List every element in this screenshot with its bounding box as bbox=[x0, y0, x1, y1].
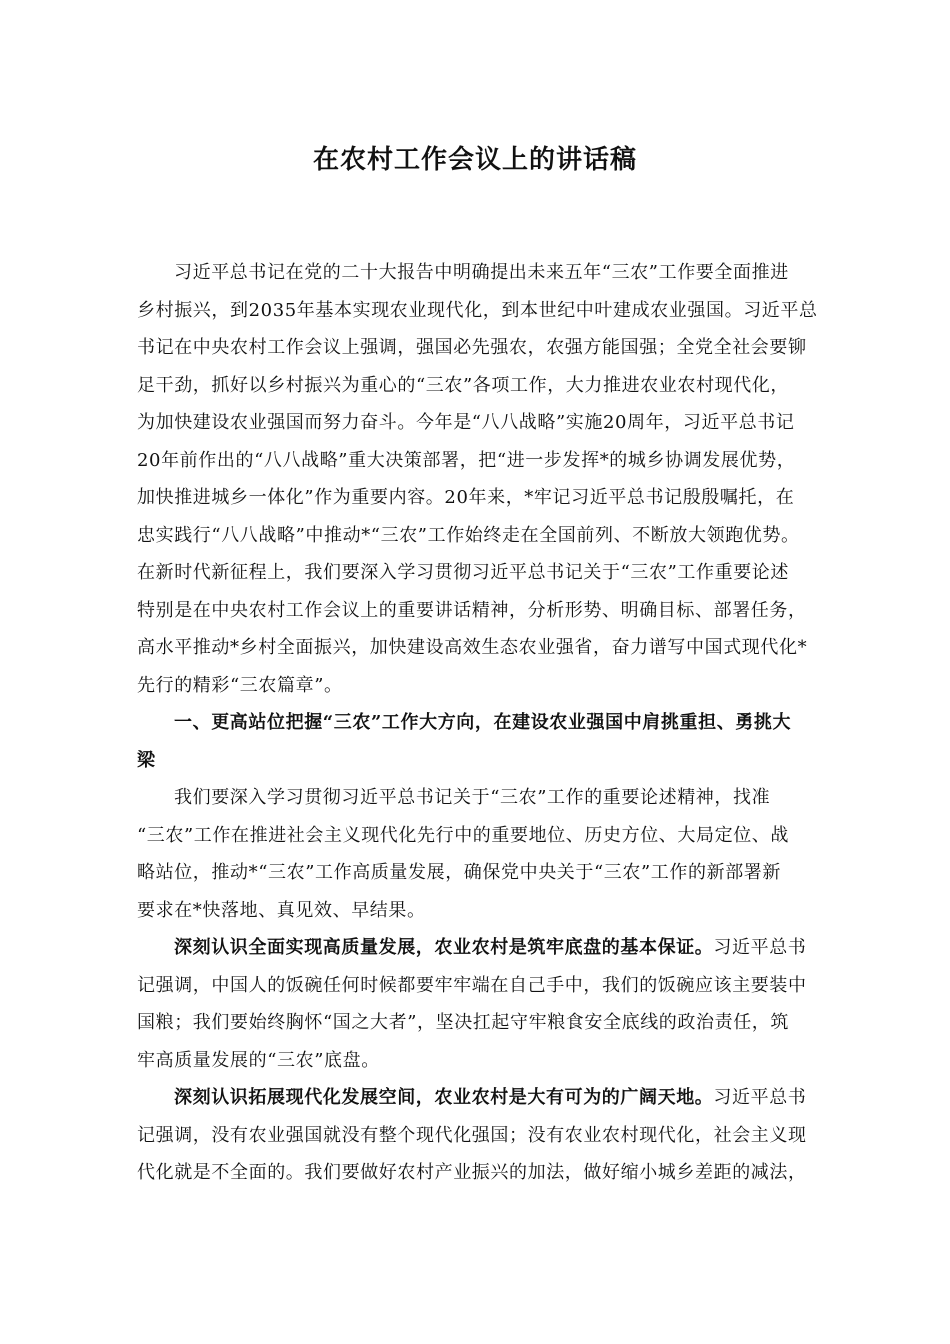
text-segment: 为加快建设农业强国而努力奋斗。今年是“八八战略”实施20周年，习近平总书记 bbox=[137, 412, 795, 433]
text-line bbox=[137, 592, 827, 630]
text-segment: 代化就是不全面的。我们要做好农村产业振兴的加法，做好缩小城乡差距的减法， bbox=[137, 1162, 807, 1183]
bold-text-segment: 梁 bbox=[137, 749, 156, 771]
bold-text-segment: 深刻认识拓展现代化发展空间，农业农村是大有可为的广阔天地。 bbox=[174, 1087, 714, 1108]
text-line bbox=[137, 854, 827, 892]
text-segment: 牢高质量发展的“三农”底盘。 bbox=[137, 1049, 380, 1071]
bold-text-segment: 深刻认识全面实现高质量发展，农业农村是筑牢底盘的基本保证。 bbox=[174, 937, 714, 958]
text-line bbox=[137, 517, 827, 555]
text-line bbox=[137, 1004, 827, 1042]
text-segment: 先行的精彩“三农篇章”。 bbox=[137, 674, 343, 696]
text-segment: 记强调，没有农业强国就没有整个现代化强国；没有农业农村现代化，社会主义现 bbox=[137, 1124, 807, 1146]
text-line bbox=[137, 367, 827, 405]
text-segment: 习近平总书 bbox=[713, 937, 807, 958]
text-line bbox=[137, 329, 827, 367]
document-body bbox=[137, 254, 827, 1192]
text-line bbox=[137, 967, 827, 1005]
text-segment: 国粮；我们要始终胸怀“国之大者”，坚决扛起守牢粮食安全底线的政治责任，筑 bbox=[137, 1012, 790, 1033]
text-line bbox=[137, 1117, 827, 1155]
text-line bbox=[137, 704, 827, 742]
text-line bbox=[137, 404, 827, 442]
text-segment: 要求在*快落地、真见效、早结果。 bbox=[137, 899, 426, 921]
document-title: 在农村工作会议上的讲话稿 bbox=[312, 145, 637, 175]
text-line bbox=[137, 292, 827, 330]
text-line bbox=[137, 779, 827, 817]
text-line bbox=[137, 629, 827, 667]
text-line bbox=[137, 892, 827, 930]
text-line bbox=[137, 1079, 827, 1117]
text-segment: 足干劲，抓好以乡村振兴为重心的“三农”各项工作，大力推进农业农村现代化， bbox=[137, 374, 790, 396]
text-segment: 高水平推动*乡村全面振兴，加快建设高效生态农业强省，奋力谱写中国式现代化* bbox=[137, 637, 808, 658]
text-segment: 略站位，推动*“三农”工作高质量发展，确保党中央关于“三农”工作的新部署新 bbox=[137, 862, 782, 883]
bold-text-segment: 一、更高站位把握“三农”工作大方向，在建设农业强国中肩挑重担、勇挑大 bbox=[174, 712, 792, 733]
text-segment: 20年前作出的“八八战略”重大决策部署，把“进一步发挥*的城乡协调发展优势， bbox=[137, 449, 796, 471]
text-segment: 加快推进城乡一体化”作为重要内容。20年来，*牢记习近平总书记殷殷嘱托，在 bbox=[137, 487, 795, 508]
text-line bbox=[137, 1154, 827, 1192]
text-segment: 我们要深入学习贯彻习近平总书记关于“三农”工作的重要论述精神，找准 bbox=[174, 787, 771, 808]
text-segment: 习近平总书记在党的二十大报告中明确提出未来五年“三农”工作要全面推进 bbox=[174, 262, 789, 283]
text-segment: 在新时代新征程上，我们要深入学习贯彻习近平总书记关于“三农”工作重要论述 bbox=[137, 562, 790, 583]
text-segment: 忠实践行“八八战略”中推动*“三农”工作始终走在全国前列、不断放大领跑优势。 bbox=[137, 524, 800, 546]
text-segment: 书记在中央农村工作会议上强调，强国必先强农，农强方能国强；全党全社会要铆 bbox=[137, 337, 807, 358]
text-segment: 记强调，中国人的饭碗任何时候都要牢牢端在自己手中，我们的饭碗应该主要装中 bbox=[137, 974, 807, 996]
text-line bbox=[137, 254, 827, 292]
text-line bbox=[137, 742, 827, 780]
text-segment: 习近平总书 bbox=[713, 1087, 807, 1108]
text-line bbox=[137, 929, 827, 967]
text-line bbox=[137, 442, 827, 480]
text-segment: “三农”工作在推进社会主义现代化先行中的重要地位、历史方位、大局定位、战 bbox=[137, 824, 790, 846]
text-line bbox=[137, 479, 827, 517]
text-line bbox=[137, 1042, 827, 1080]
text-segment: 特别是在中央农村工作会议上的重要讲话精神，分析形势、明确目标、部署任务， bbox=[137, 599, 807, 621]
text-line bbox=[137, 817, 827, 855]
text-line bbox=[137, 554, 827, 592]
text-line bbox=[137, 667, 827, 705]
text-segment: 乡村振兴，到2035年基本实现农业现代化，到本世纪中叶建成农业强国。习近平总 bbox=[137, 299, 818, 321]
